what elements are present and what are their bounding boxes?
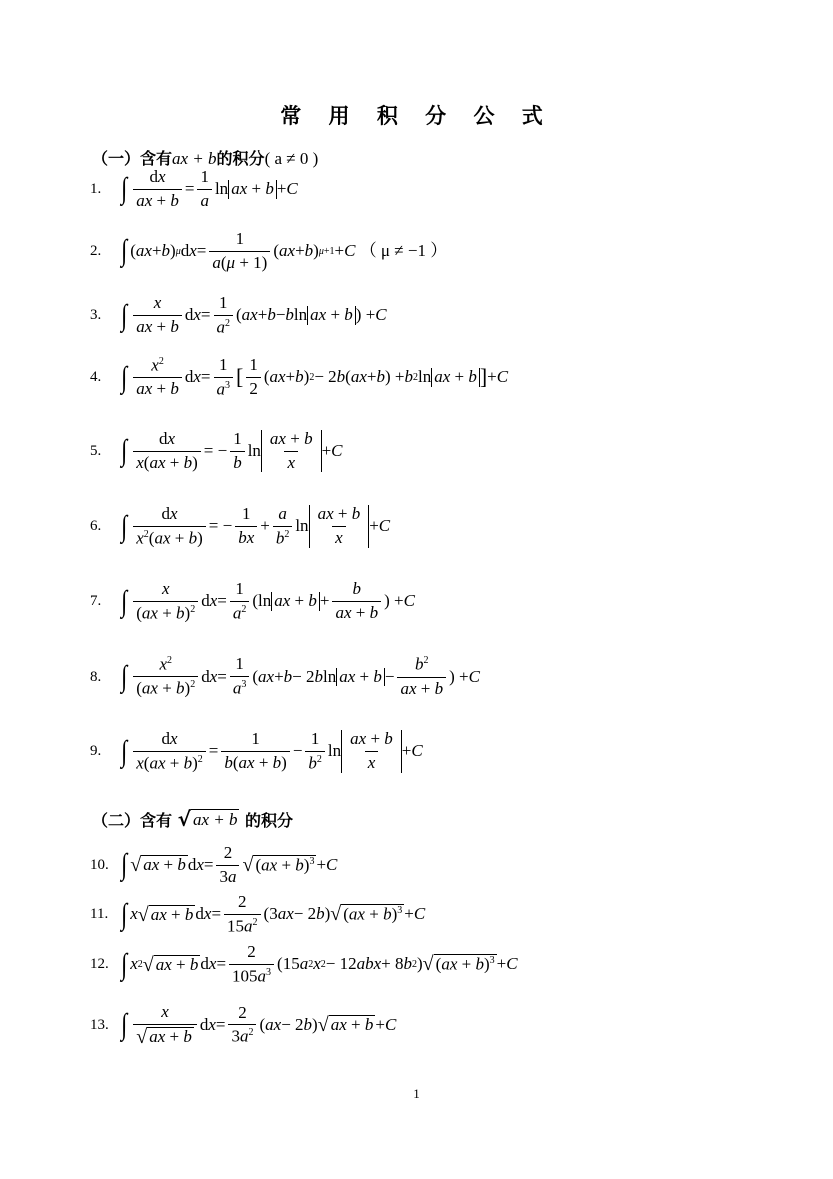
formula-6: 6. ∫ $\frac{dx}{x^2(ax + b)}$ = − $\frac{1}{bx}$ + $\frac{a}{b^2}$ ln $\frac{ax + b}{x}$ + C [90, 504, 391, 548]
page-number: 1 [413, 1086, 420, 1101]
section-heading-2: （二）含有 √ ax + b 的积分 [92, 807, 294, 831]
formula-4: 4. ∫ $\frac{x^2}{ax + b}$ d x = $\frac{1}{a^3}$ [ $\frac{1}{2}$ ( ax + b ) 2 − 2 b ( ax + b ) + b 2 ln ax + b ] + C [90, 355, 509, 399]
formula-3: 3. ∫ $\frac{x}{ax + b}$ d x = $\frac{1}{a^2}$ ( ax + b − b ln ax + b ) + C [90, 293, 387, 337]
formula-9: 9. ∫ $\frac{dx}{x(ax + b)^2}$ = $\frac{1}{b(ax + b)}$ − $\frac{1}{b^2}$ ln $\frac{ax + b}{x}$ + C [90, 729, 423, 773]
formula-10: 10. ∫ √ ax + b d x = $\frac{2}{3a}$ √ (ax + b)$^3$ + C [90, 843, 338, 886]
formula-1: 1. ∫ $\frac{dx}{ax + b}$ = $\frac{1}{a}$ ln ax + b + C [90, 167, 298, 210]
formula-11: 11. ∫ x √ ax + b d x = $\frac{2}{15a^2}$ (3 ax − 2 b ) √ (ax + b)$^3$ + C [90, 892, 426, 936]
formula-5: 5. ∫ $\frac{dx}{x(ax + b)}$ = − $\frac{1}{b}$ ln $\frac{ax + b}{x}$ + C [90, 429, 343, 472]
formula-7: 7. ∫ $\frac{x}{(ax + b)^2}$ d x = $\frac{1}{a^2}$ (ln ax + b + $\frac{b}{ax + b}$ ) + C [90, 579, 415, 623]
formula-13: 13. ∫ x √ ax + b d x = $\frac{2}{3a^2}$ ( ax − 2 b ) √ ax + b + C [90, 1002, 397, 1048]
section-heading-1: （一）含有ax + b的积分( a ≠ 0 ) [92, 149, 319, 168]
formula-12: 12. ∫ x 2 √ ax + b d x = $\frac{2}{105a^3}$ (15 a 2 x 2 − 12 abx + 8 b 2 ) √ (ax + b)$^3$ + C [90, 942, 518, 986]
page-title: 常 用 积 分 公 式 [280, 104, 553, 128]
formula-2: 2. ∫ ( ax + b ) μ d x = $\frac{1}{a(\mu + 1)}$ ( ax + b ) μ+1 + C （ μ ≠ −1 ） [90, 229, 448, 272]
formula-8: 8. ∫ $\frac{x^2}{(ax + b)^2}$ d x = $\frac{1}{a^3}$ ( ax + b − 2 b ln ax + b − $\frac{b^2}{ax + b}$ ) + C [90, 654, 480, 698]
